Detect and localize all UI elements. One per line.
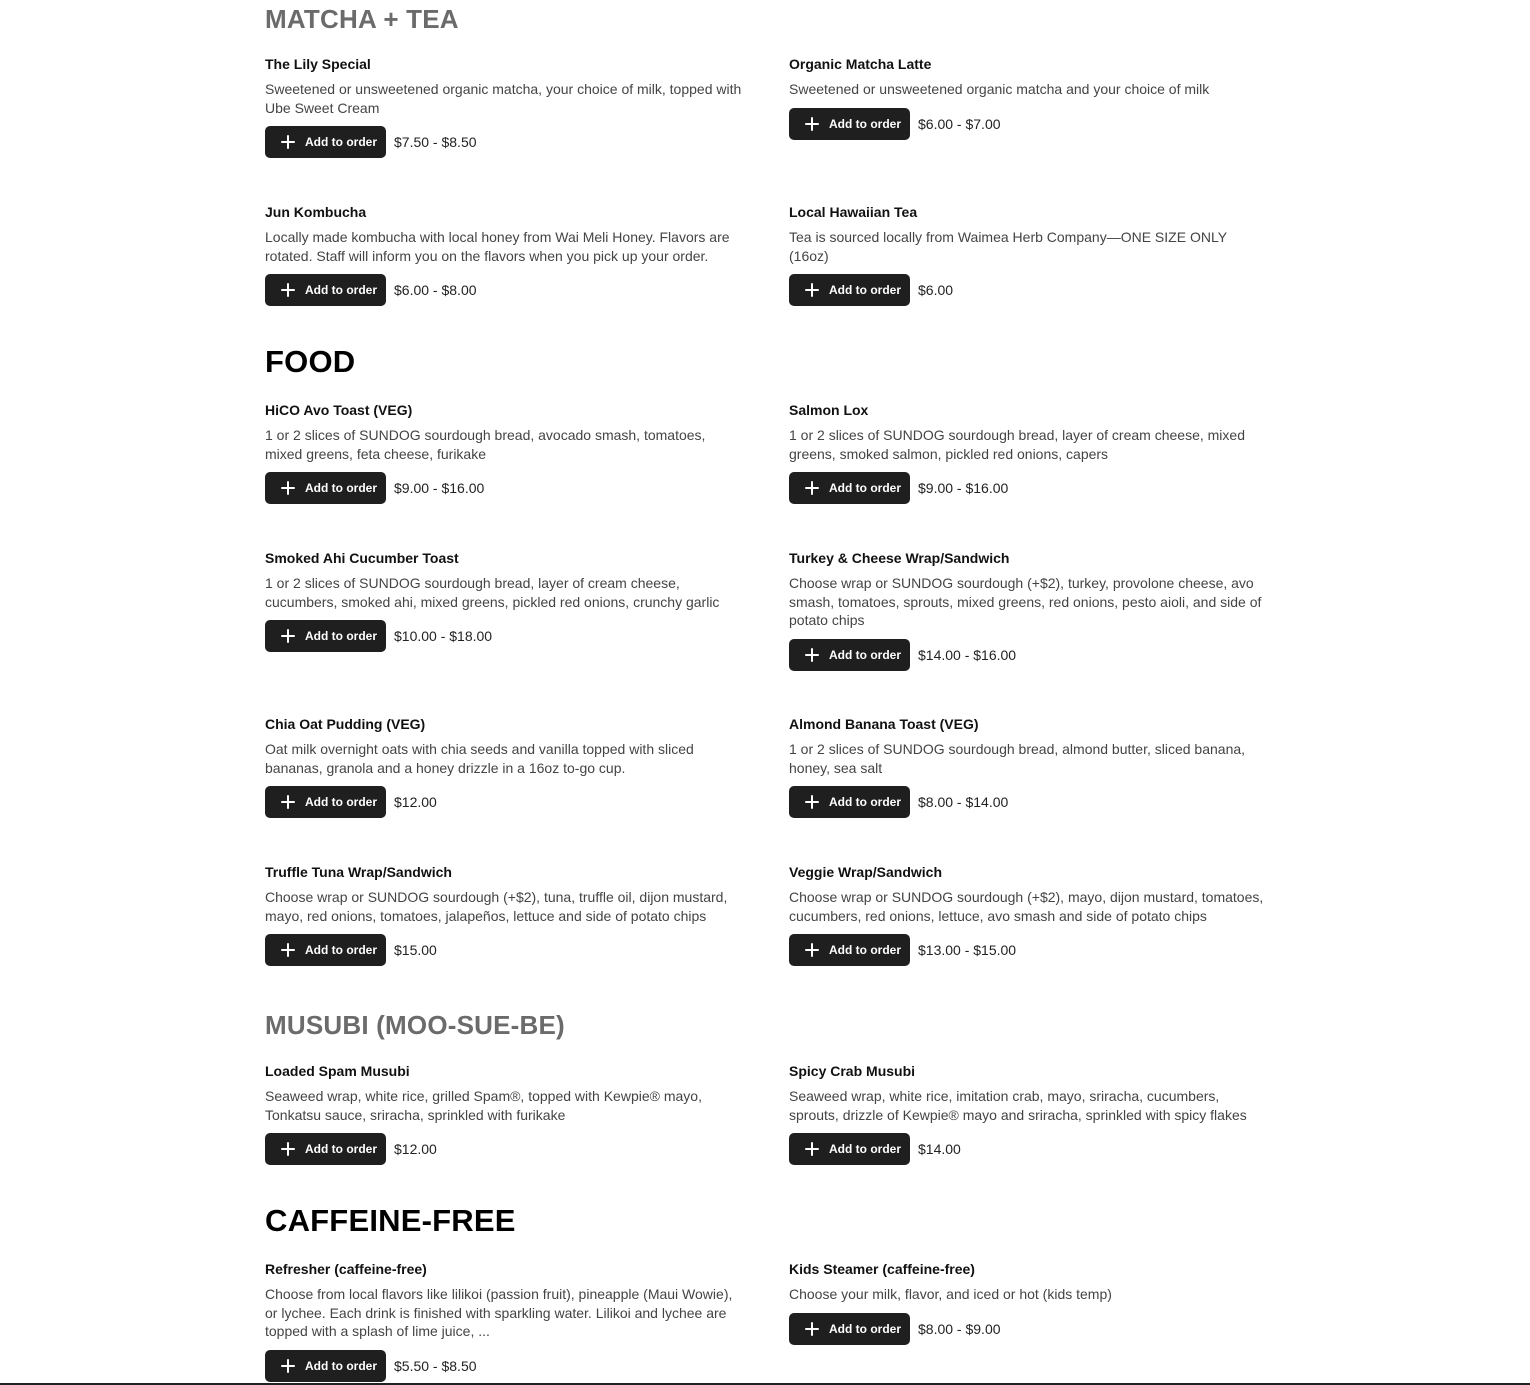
plus-icon <box>279 941 297 959</box>
item-price: $6.00 - $8.00 <box>394 282 477 298</box>
item-price: $12.00 <box>394 1141 437 1157</box>
add-to-order-label: Add to order <box>829 481 901 495</box>
add-to-order-button[interactable] <box>789 108 910 140</box>
plus-icon <box>279 793 297 811</box>
add-to-order-button[interactable] <box>265 934 386 966</box>
plus-icon <box>803 115 821 133</box>
add-to-order-button[interactable] <box>789 934 910 966</box>
item-price: $12.00 <box>394 794 437 810</box>
plus-icon <box>279 281 297 299</box>
menu-item <box>789 549 1269 671</box>
menu-item <box>789 715 1269 818</box>
item-name: Salmon Lox <box>789 402 869 418</box>
menu-item <box>265 549 745 652</box>
item-price: $5.50 - $8.50 <box>394 1357 477 1374</box>
item-name: HiCO Avo Toast (VEG) <box>265 402 413 418</box>
plus-icon <box>279 479 297 497</box>
plus-icon <box>803 793 821 811</box>
menu-item <box>265 863 745 966</box>
item-price: $14.00 <box>918 1141 961 1157</box>
menu-item <box>265 55 745 158</box>
plus-icon <box>279 133 297 151</box>
add-to-order-button[interactable] <box>265 620 386 652</box>
item-description: Choose wrap or SUNDOG sourdough (+$2), turkey, provolone cheese, avo smash, tomatoes, sprouts, mixed greens, red onions, pesto aioli, and side of potato chips <box>789 575 1262 628</box>
item-name: Refresher (caffeine-free) <box>265 1261 427 1277</box>
add-to-order-label: Add to order <box>305 481 377 495</box>
item-description: Seaweed wrap, white rice, imitation crab, mayo, sriracha, cucumbers, sprouts, drizzle of Kewpie® mayo and sriracha, sprinkled with spicy flakes <box>789 1088 1247 1123</box>
item-description: Choose wrap or SUNDOG sourdough (+$2), tuna, truffle oil, dijon mustard, mayo, red onions, tomatoes, jalapeños, lettuce and side of potato chips <box>265 889 728 924</box>
item-description: Locally made kombucha with local honey from Wai Meli Honey. Flavors are rotated. Staff will inform you on the flavors when you pick up your order. <box>265 229 730 264</box>
plus-icon <box>803 1140 821 1158</box>
add-to-order-label: Add to order <box>829 647 901 662</box>
item-price: $9.00 - $16.00 <box>394 480 485 496</box>
plus-icon <box>279 627 297 645</box>
add-to-order-label: Add to order <box>829 943 901 957</box>
add-to-order-button[interactable] <box>265 126 386 158</box>
add-to-order-button[interactable] <box>265 472 386 504</box>
plus-icon <box>279 1357 297 1375</box>
item-description: Choose from local flavors like lilikoi (passion fruit), pineapple (Maui Wowie), or lychee. Each drink is finished with sparkling water. Lilikoi and lychee are topped with a splash of lime juice, ... <box>265 1286 733 1339</box>
menu-item <box>789 55 1269 140</box>
add-to-order-label: Add to order <box>305 943 377 957</box>
item-price: $14.00 - $16.00 <box>918 646 1017 663</box>
menu-item <box>265 1062 745 1165</box>
add-to-order-button[interactable] <box>789 786 910 818</box>
add-to-order-label: Add to order <box>305 629 377 643</box>
plus-icon <box>803 1320 821 1338</box>
add-to-order-button[interactable] <box>265 1350 386 1382</box>
menu-item <box>265 715 745 818</box>
add-to-order-label: Add to order <box>829 1321 901 1336</box>
item-description: Choose your milk, flavor, and iced or hot (kids temp) <box>789 1286 1112 1302</box>
item-description: 1 or 2 slices of SUNDOG sourdough bread, almond butter, sliced banana, honey, sea salt <box>789 741 1246 776</box>
section-title-caffeine-free: CAFFEINE-FREE <box>265 1203 516 1238</box>
item-name: Chia Oat Pudding (VEG) <box>265 716 426 732</box>
item-description: Tea is sourced locally from Waimea Herb Company—ONE SIZE ONLY (16oz) <box>789 229 1227 264</box>
add-to-order-button[interactable] <box>789 639 910 671</box>
item-price: $8.00 - $14.00 <box>918 794 1009 810</box>
item-price: $6.00 <box>918 282 954 298</box>
add-to-order-label: Add to order <box>829 795 901 809</box>
add-to-order-button[interactable] <box>789 1313 910 1345</box>
add-to-order-label: Add to order <box>305 1142 377 1156</box>
add-to-order-button[interactable] <box>265 786 386 818</box>
add-to-order-label: Add to order <box>305 795 377 809</box>
plus-icon <box>279 1140 297 1158</box>
menu-item <box>789 1260 1269 1345</box>
item-price: $10.00 - $18.00 <box>394 628 493 644</box>
section-title-musubi: MUSUBI (MOO-SUE-BE) <box>265 1010 565 1040</box>
section-title-matcha-tea: MATCHA + TEA <box>265 4 459 34</box>
item-name: Organic Matcha Latte <box>789 56 932 72</box>
add-to-order-label: Add to order <box>305 283 377 297</box>
menu-item <box>789 203 1269 306</box>
item-name: Turkey & Cheese Wrap/Sandwich <box>789 550 1010 566</box>
item-price: $15.00 <box>394 942 437 958</box>
item-description: Sweetened or unsweetened organic matcha and your choice of milk <box>789 81 1210 97</box>
item-name: Almond Banana Toast (VEG) <box>789 716 979 732</box>
plus-icon <box>803 646 821 664</box>
item-description: Seaweed wrap, white rice, grilled Spam®, topped with Kewpie® mayo, Tonkatsu sauce, sriracha, sprinkled with furikake <box>265 1088 702 1123</box>
add-to-order-label: Add to order <box>829 283 901 297</box>
add-to-order-label: Add to order <box>829 116 901 131</box>
add-to-order-button[interactable] <box>265 1133 386 1165</box>
item-description: Oat milk overnight oats with chia seeds and vanilla topped with sliced bananas, granola and a honey drizzle in a 16oz to-go cup. <box>265 741 694 776</box>
add-to-order-label: Add to order <box>305 1358 377 1373</box>
item-name: Loaded Spam Musubi <box>265 1063 410 1079</box>
add-to-order-label: Add to order <box>829 1142 901 1156</box>
item-price: $7.50 - $8.50 <box>394 134 477 150</box>
add-to-order-button[interactable] <box>265 274 386 306</box>
menu-item <box>789 401 1269 504</box>
item-price: $13.00 - $15.00 <box>918 942 1017 958</box>
item-description: 1 or 2 slices of SUNDOG sourdough bread, avocado smash, tomatoes, mixed greens, feta cheese, furikake <box>265 427 706 462</box>
item-price: $6.00 - $7.00 <box>918 115 1001 132</box>
item-price: $8.00 - $9.00 <box>918 1320 1001 1337</box>
item-name: Smoked Ahi Cucumber Toast <box>265 550 459 566</box>
item-name: Spicy Crab Musubi <box>789 1063 916 1079</box>
add-to-order-button[interactable] <box>789 472 910 504</box>
item-description: 1 or 2 slices of SUNDOG sourdough bread, layer of cream cheese, cucumbers, smoked ahi, mixed greens, pickled red onions, crunchy garlic <box>265 575 720 610</box>
item-description: Sweetened or unsweetened organic matcha, your choice of milk, topped with Ube Sweet Cream <box>265 81 742 116</box>
item-description: Choose wrap or SUNDOG sourdough (+$2), mayo, dijon mustard, tomatoes, cucumbers, red onions, lettuce, avo smash and side of potato chips <box>789 889 1264 924</box>
menu-item <box>789 863 1269 966</box>
plus-icon <box>803 479 821 497</box>
menu-item <box>789 1062 1269 1165</box>
item-description: 1 or 2 slices of SUNDOG sourdough bread, layer of cream cheese, mixed greens, smoked salmon, pickled red onions, capers <box>789 427 1245 462</box>
item-name: Truffle Tuna Wrap/Sandwich <box>265 864 452 880</box>
plus-icon <box>803 281 821 299</box>
item-name: Local Hawaiian Tea <box>789 204 918 220</box>
plus-icon <box>803 941 821 959</box>
item-name: Kids Steamer (caffeine-free) <box>789 1261 975 1277</box>
add-to-order-button[interactable] <box>789 274 910 306</box>
item-name: The Lily Special <box>265 56 371 72</box>
item-name: Jun Kombucha <box>265 204 367 220</box>
add-to-order-label: Add to order <box>305 135 377 149</box>
add-to-order-button[interactable] <box>789 1133 910 1165</box>
item-name: Veggie Wrap/Sandwich <box>789 864 943 880</box>
section-title-food: FOOD <box>265 344 356 379</box>
menu-item <box>265 203 745 306</box>
menu-item <box>265 1260 745 1382</box>
item-price: $9.00 - $16.00 <box>918 480 1009 496</box>
menu-item <box>265 401 745 504</box>
